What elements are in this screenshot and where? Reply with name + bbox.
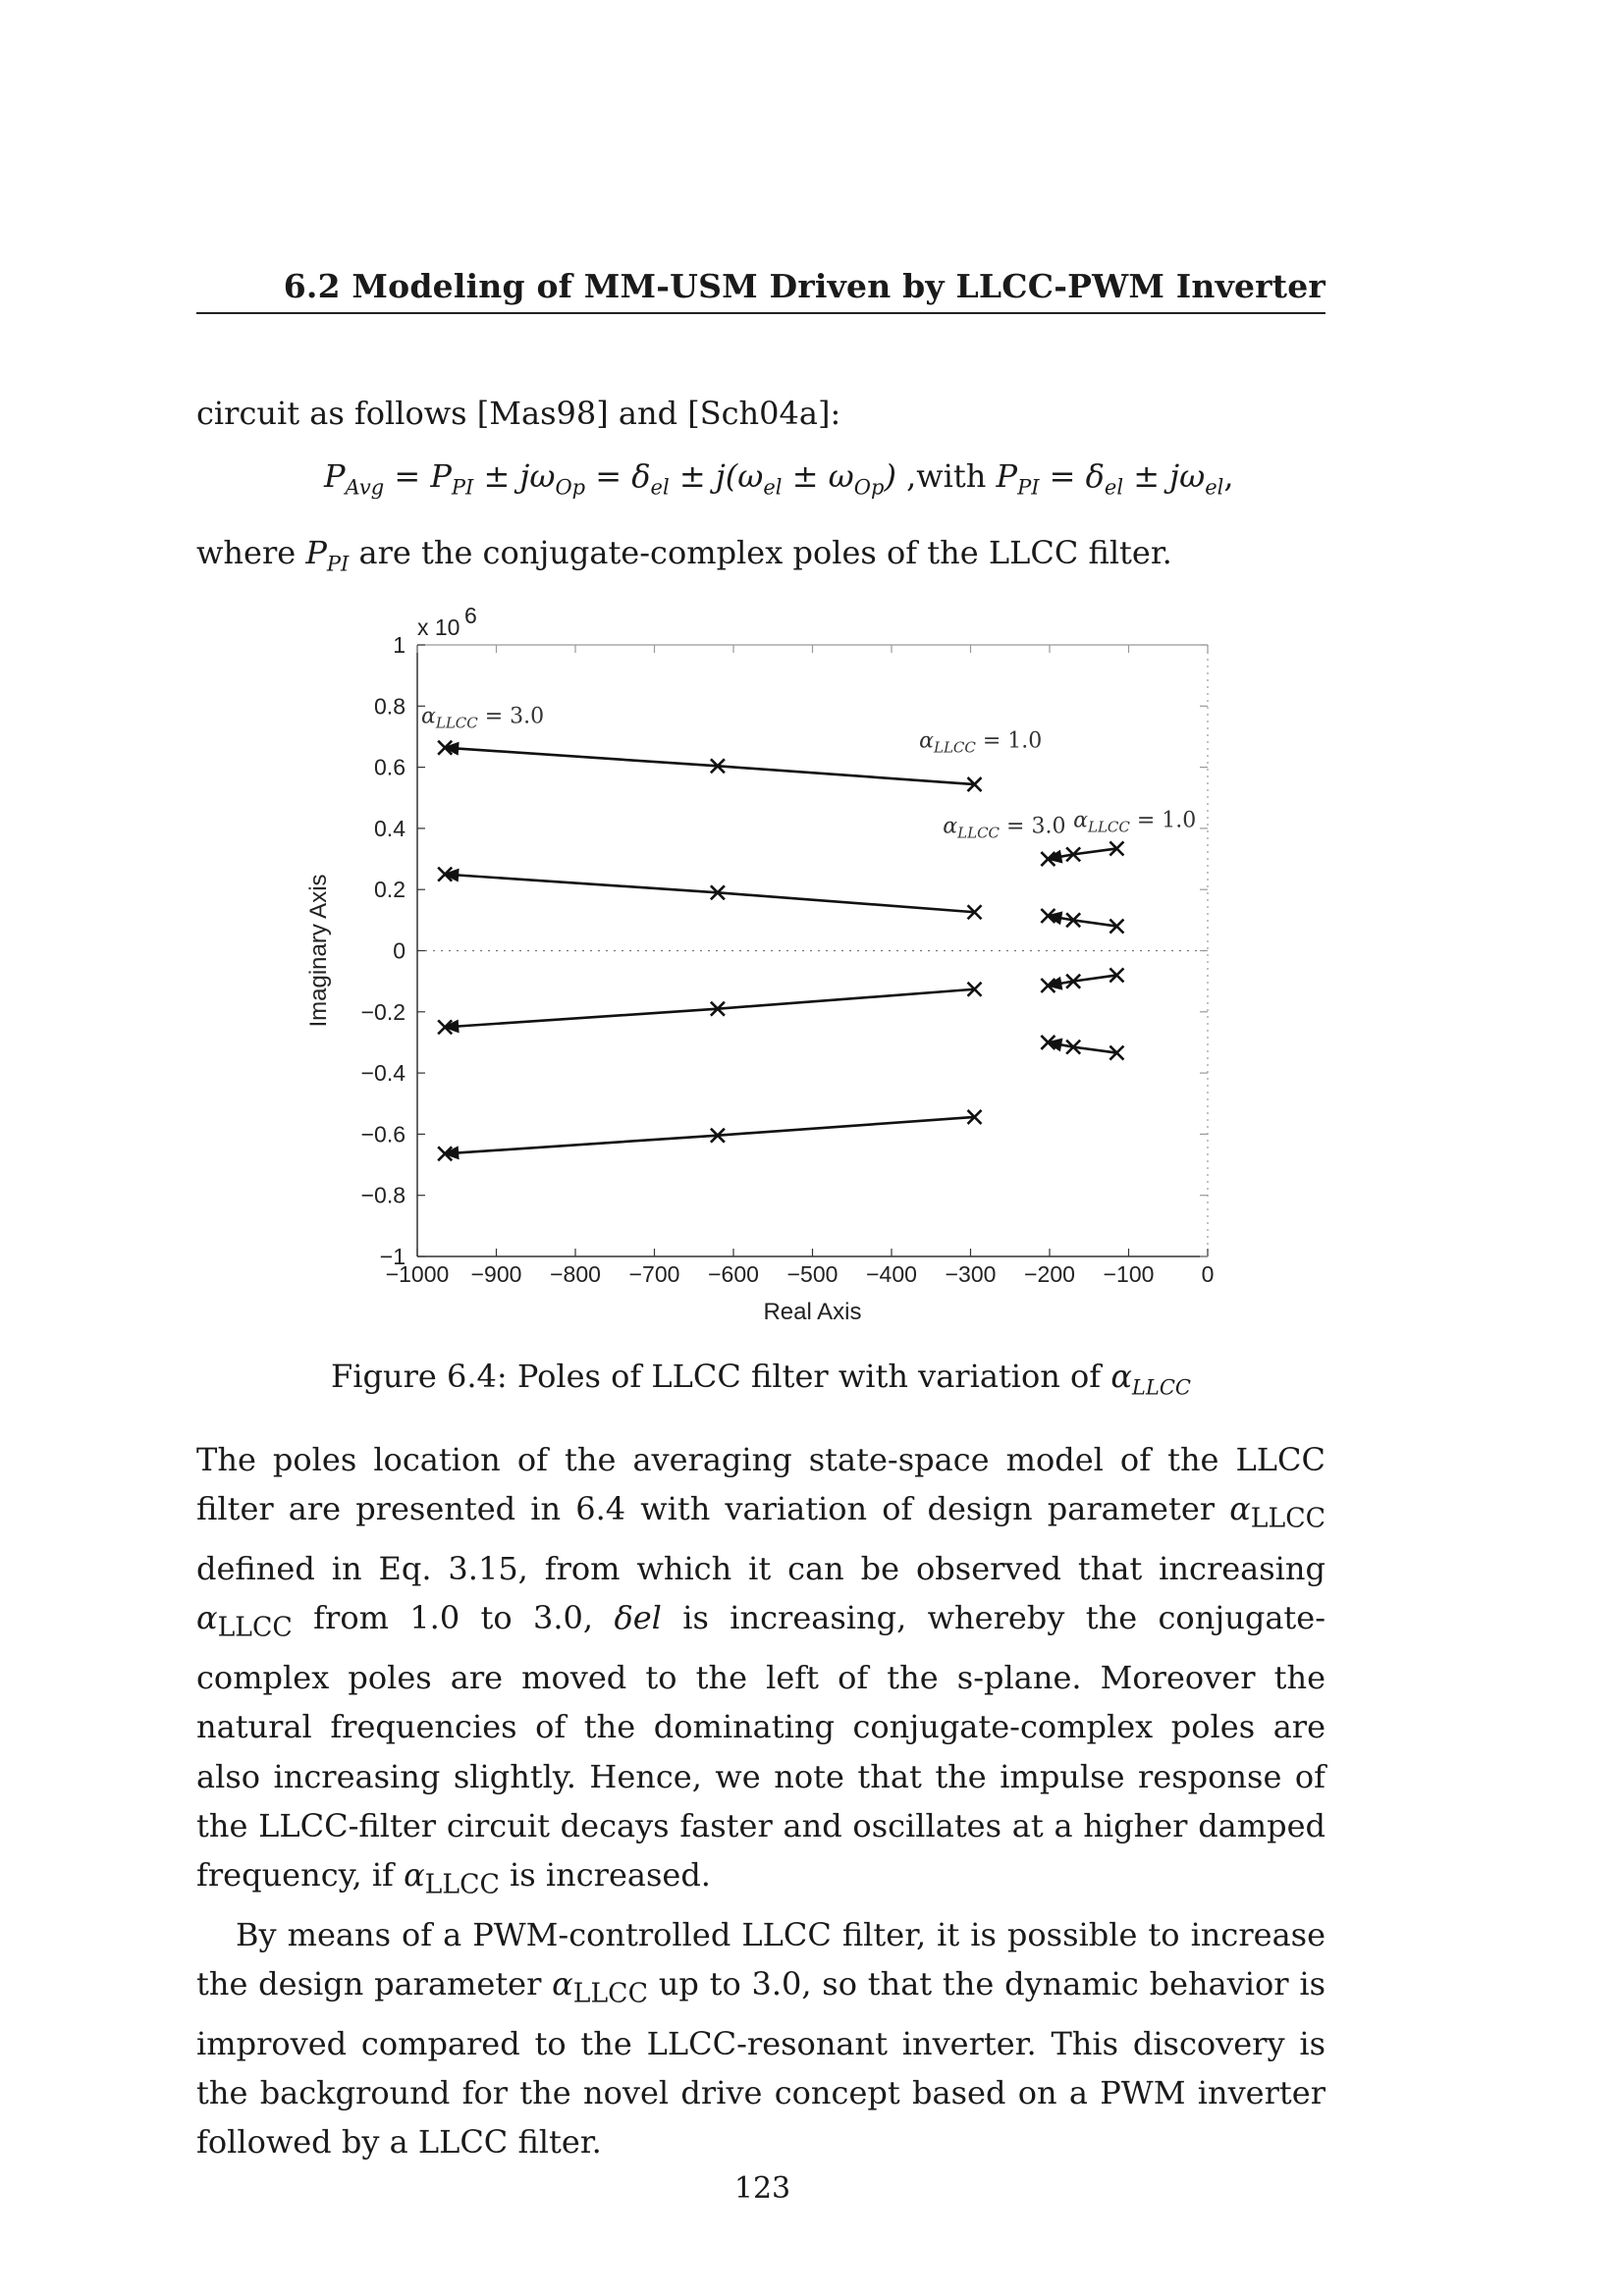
y-tick-label: 0.4	[374, 815, 406, 841]
x-tick-label: −300	[945, 1261, 997, 1287]
y-tick-label: 1	[393, 632, 406, 658]
x-tick-label: −1000	[385, 1261, 450, 1287]
where-line: where $P_{PI}$ are the conjugate-complex poles of the LLCC filter.	[196, 534, 1172, 576]
y-tick-label: −0.2	[360, 998, 406, 1025]
y-tick-label: −0.6	[360, 1121, 406, 1148]
scale-label: x 10	[417, 614, 460, 640]
x-tick-label: −800	[550, 1261, 601, 1287]
y-tick-label: −0.4	[360, 1060, 406, 1087]
x-tick-label: 0	[1201, 1261, 1215, 1287]
alpha-annotation: $\alpha_{LLCC} = 3.0$	[943, 814, 1066, 842]
y-tick-label: 0	[393, 937, 406, 964]
figure-caption: Figure 6.4: Poles of LLCC filter with variation of $\alpha_{LLCC}$	[331, 1358, 1191, 1400]
x-tick-label: −500	[786, 1261, 839, 1287]
y-tick-label: −1	[379, 1244, 406, 1269]
formula: $P_{Avg} = P_{PI} \pm j\omega_{Op} = \delta_{el} \pm j(\omega_{el} \pm \omega_{Op})$ ,with $P_{PI} = \delta_{el} \pm j\omega_{el}$,	[324, 457, 1234, 500]
y-tick-label: 0.8	[374, 693, 406, 720]
y-tick-label: 0.2	[374, 877, 406, 903]
alpha-annotation: $\alpha_{LLCC} = 3.0$	[421, 704, 545, 732]
x-tick-label: −700	[628, 1261, 680, 1287]
pole-zero-chart	[295, 599, 1237, 1325]
running-header: 6.2 Modeling of MM-USM Driven by LLCC-PWM Inverter	[283, 267, 1325, 305]
paragraph-1: The poles location of the averaging state-space model of the LLCC filter are presented in 6.4 with variation of design parameter $\alpha_{LLCC}$ defined in Eq. 3.15, from which it can be observed that increasing $\alpha_{LLCC}$ from 1.0 to 3.0, δel is increasing, whereby the conjugate-complex poles are moved to the left of the s-plane. Moreover the natural frequencies of the dominating conjugate-complex poles are also increasing slightly. Hence, we note that the impulse response of the LLCC-filter circuit decays faster and oscillates at a higher damped frequency, if $\alpha_{LLCC}$ is increased.	[196, 1441, 1326, 1900]
pole-trajectory-line	[445, 989, 974, 1028]
x-tick-label: −200	[1024, 1261, 1075, 1287]
x-tick-label: −900	[470, 1261, 522, 1287]
pole-trajectory-line	[445, 875, 974, 913]
scale-exponent: 6	[464, 603, 477, 628]
y-tick-label: −0.8	[360, 1182, 406, 1208]
x-tick-label: −400	[866, 1261, 917, 1287]
alpha-annotation: $\alpha_{LLCC} = 1.0$	[919, 728, 1043, 757]
y-tick-label: 0.6	[374, 754, 406, 780]
intro-line: circuit as follows [Mas98] and [Sch04a]:	[196, 395, 841, 432]
pole-trajectory-line	[445, 748, 974, 784]
x-tick-label: −600	[708, 1261, 759, 1287]
y-axis-label: Imaginary Axis	[305, 874, 332, 1028]
paragraph-2: By means of a PWM-controlled LLCC filter, it is possible to increase the design parameter $\alpha_{LLCC}$ up to 3.0, so that the dynamic behavior is improved compared to the LLCC-resonant inverter. This discovery is the background for the novel drive concept based on a PWM inverter followed by a LLCC filter.	[196, 1915, 1325, 2162]
body-text	[196, 1435, 1325, 2167]
page-number: 123	[733, 2171, 791, 2206]
x-tick-label: −100	[1103, 1261, 1155, 1287]
x-axis-label: Real Axis	[763, 1299, 862, 1325]
pole-trajectory-line	[445, 1117, 974, 1153]
alpha-annotation: $\alpha_{LLCC} = 1.0$	[1073, 808, 1197, 836]
header-rule	[196, 312, 1325, 314]
